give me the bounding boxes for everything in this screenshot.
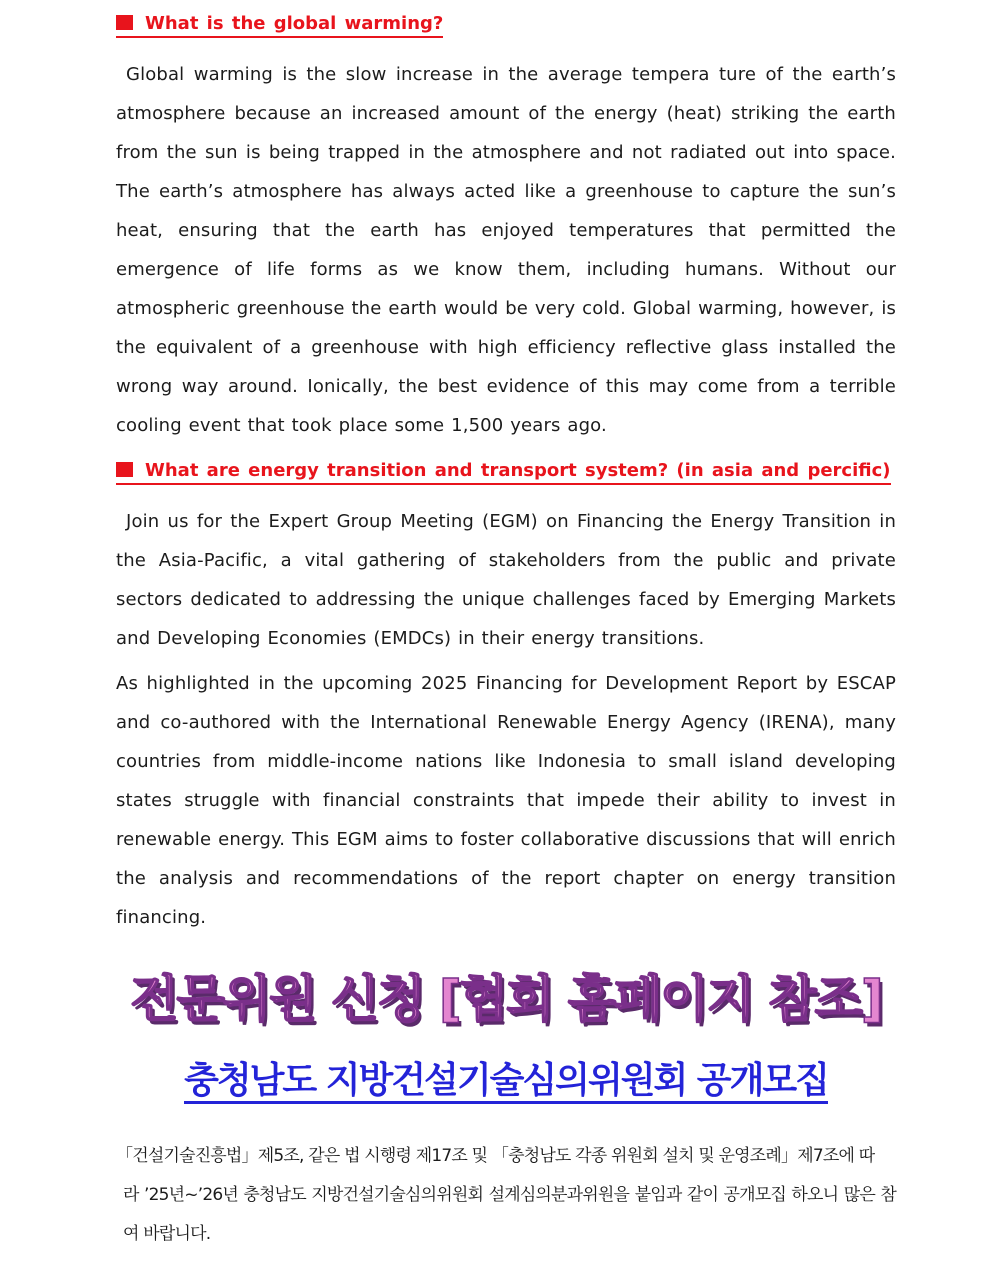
red-square-bullet-icon bbox=[116, 15, 133, 30]
paragraph-egm-intro: Join us for the Expert Group Meeting (EGM) on Financing the Energy Transition in the Asia-Pacific, a vital gathering of stakeholders from the public and private sectors dedicated to addressing the unique challenges faced by Emerging Markets and Developing Economies (EMDCs) in their energy transitions. bbox=[116, 511, 896, 649]
heading-text: What are energy transition and transport system? (in asia and percific) bbox=[145, 460, 891, 481]
recruitment-subtitle bbox=[116, 1056, 896, 1106]
promo-title: 전문위원 신청 [협회 홈페이지 참조] bbox=[130, 970, 882, 1028]
heading-text: What is the global warming? bbox=[145, 13, 444, 34]
recruitment-subtitle-text: 충청남도 지방건설기술심의위원회 공개모집 bbox=[184, 1060, 828, 1104]
paragraph-financing-report: As highlighted in the upcoming 2025 Financing for Development Report by ESCAP and co-authored with the International Renewable Energy Agency (IRENA), many countries from middle-income nations like Indonesia to small island developing states struggle with financial constraints that impede their ability to invest in renewable energy. This EGM aims to foster collaborative discussions that will enrich the analysis and recommendations of the report chapter on energy transition financing. bbox=[116, 673, 896, 928]
paragraph-global-warming: Global warming is the slow increase in the average tempera ture of the earth’s atmosphere because an increased amount of the energy (heat) striking the earth from the sun is being trapped in the atmosphere and not radiated out into space. The earth’s atmosphere has always acted like a greenhouse to capture the sun’s heat, ensuring that the earth has enjoyed temperatures that permitted the emergence of life forms as we know them, including humans. Without our atmospheric greenhouse the earth would be very cold. Global warming, however, is the equivalent of a greenhouse with high efficiency reflective glass installed the wrong way around. Ionically, the best evidence of this may come from a terrible cooling event that took place some 1,500 years ago. bbox=[116, 64, 896, 436]
notice-line-1: 「건설기술진흥법」제5조, 같은 법 시행령 제17조 및 「충청남도 각종 위원회 설치 및 운영조례」제7조에 따 bbox=[116, 1146, 875, 1166]
section-heading-global-warming bbox=[116, 12, 443, 38]
red-square-bullet-icon bbox=[116, 462, 133, 477]
recruitment-notice bbox=[116, 1137, 896, 1254]
notice-rest: 라 ’25년~’26년 충청남도 지방건설기술심의위원회 설계심의분과위원을 붙임과 같이 공개모집 하오니 많은 참여 바랍니다. bbox=[123, 1185, 896, 1244]
section-heading-energy-transition bbox=[116, 459, 891, 485]
